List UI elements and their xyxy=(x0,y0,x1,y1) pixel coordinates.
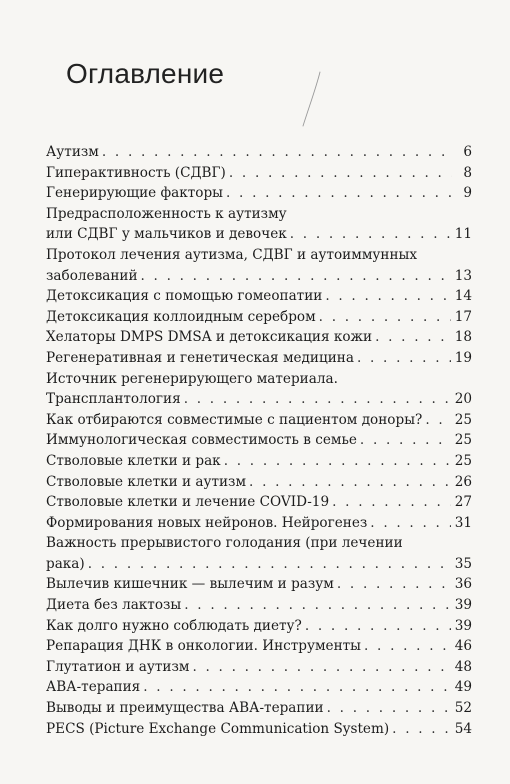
dot-leader xyxy=(184,389,451,410)
dot-leader xyxy=(184,595,450,616)
toc-entry-line xyxy=(46,307,472,328)
toc-entry xyxy=(46,595,472,616)
toc-entry-line xyxy=(46,286,472,307)
toc-entry-page-number: 11 xyxy=(454,226,472,243)
dot-leader xyxy=(370,513,450,534)
toc-entry-line xyxy=(46,410,472,431)
toc-entry xyxy=(46,327,472,348)
toc-entry xyxy=(46,286,472,307)
toc-entry-line xyxy=(46,595,472,616)
toc-entry xyxy=(46,410,472,431)
toc-entry-page-number: 20 xyxy=(454,391,472,408)
toc-entry xyxy=(46,183,472,204)
dot-leader xyxy=(88,554,451,575)
toc-entry-line xyxy=(46,142,472,163)
toc-entry-page-number: 39 xyxy=(454,597,472,614)
toc-entry-line xyxy=(46,266,472,287)
toc-entry-line xyxy=(46,430,472,451)
dot-leader xyxy=(226,183,452,204)
pen-stroke-mark xyxy=(300,70,324,130)
toc-entry-title: рака) xyxy=(46,555,85,572)
toc-entry-line xyxy=(46,513,472,534)
dot-leader xyxy=(319,307,451,328)
dot-leader xyxy=(360,430,451,451)
toc-entry xyxy=(46,719,472,740)
toc-entry-page-number: 48 xyxy=(454,658,472,675)
toc-entry-title: Диета без лактозы xyxy=(46,597,182,614)
dot-leader xyxy=(375,327,451,348)
toc-entry-page-number: 25 xyxy=(454,452,472,469)
toc-entry-page-number: 6 xyxy=(463,144,472,160)
toc-entry-page-number: 8 xyxy=(463,164,472,181)
dot-leader xyxy=(249,472,451,493)
toc-entry-title: PECS (Picture Exchange Communication System) xyxy=(46,720,390,737)
toc-entry xyxy=(46,616,472,637)
toc-entry xyxy=(46,472,472,493)
toc-entry-line xyxy=(46,677,472,698)
toc-entry xyxy=(46,142,472,163)
toc-entry xyxy=(46,533,472,574)
toc-entry-page-number: 17 xyxy=(454,308,472,325)
toc-entry xyxy=(46,307,472,328)
toc-entry xyxy=(46,369,472,410)
toc-entry-line xyxy=(46,348,472,369)
toc-entry-line xyxy=(46,327,472,348)
toc-entry-page-number: 35 xyxy=(454,555,472,572)
dot-leader xyxy=(364,636,451,657)
toc-entry-page-number: 49 xyxy=(454,679,472,696)
toc-entry-page-number: 9 xyxy=(463,185,472,202)
toc-entry-title: Хелаторы DMPS DMSA и детоксикация кожи xyxy=(46,329,373,346)
toc-entry-title: Гиперактивность (СДВГ) xyxy=(46,164,226,181)
toc-entry xyxy=(46,677,472,698)
toc-entry-title: Детоксикация с помощью гомеопатии xyxy=(46,288,323,305)
toc-entry-page-number: 14 xyxy=(454,288,472,305)
toc-entry-page-number: 25 xyxy=(454,411,472,428)
toc-entry-line xyxy=(46,554,472,575)
dot-leader xyxy=(102,142,452,163)
toc-entry xyxy=(46,636,472,657)
dot-leader xyxy=(357,348,451,369)
toc-entry-title: Как отбираются совместимые с пациентом доноры? xyxy=(46,411,423,428)
toc-entry-line xyxy=(46,698,472,719)
toc-entry xyxy=(46,348,472,369)
toc-entry-line xyxy=(46,574,472,595)
toc-entry-line xyxy=(46,636,472,657)
dot-leader xyxy=(143,677,450,698)
toc-entry-title: Регенеративная и генетическая медицина xyxy=(46,349,354,366)
toc-entry-title: Глутатион и аутизм xyxy=(46,658,190,675)
toc-entry-line xyxy=(46,224,472,245)
toc-entry-title: АВА-терапия xyxy=(46,679,141,696)
toc-entry-line xyxy=(46,472,472,493)
toc-entry xyxy=(46,430,472,451)
toc-entry-title-first-line: Протокол лечения аутизма, СДВГ и аутоиммунных xyxy=(46,246,417,263)
toc-entry-page-number: 54 xyxy=(454,720,472,737)
toc-entry xyxy=(46,698,472,719)
dot-leader xyxy=(392,719,451,740)
toc-entry-line xyxy=(46,183,472,204)
toc-entry-title: Иммунологическая совместимость в семье xyxy=(46,432,357,449)
toc-entry-line xyxy=(46,616,472,637)
toc-entry-page-number: 25 xyxy=(454,432,472,449)
toc-entry-title: Аутизм xyxy=(46,144,99,160)
dot-leader xyxy=(425,410,450,431)
toc-entry-title: Генерирующие факторы xyxy=(46,185,223,202)
toc-entry-title-first-line: Важность прерывистого голодания (при лечении xyxy=(46,535,403,552)
dot-leader xyxy=(290,224,451,245)
dot-leader xyxy=(305,616,451,637)
toc-entry-title: Стволовые клетки и аутизм xyxy=(46,473,247,490)
toc-entry-title: Как долго нужно соблюдать диету? xyxy=(46,617,302,634)
toc-entry-page-number: 27 xyxy=(454,494,472,511)
toc-entry-title: или СДВГ у мальчиков и девочек xyxy=(46,226,287,243)
toc-entry xyxy=(46,204,472,245)
toc-entry-page-number: 31 xyxy=(454,514,472,531)
dot-leader xyxy=(229,163,452,184)
toc-entry-page-number: 18 xyxy=(454,329,472,346)
toc-entry-page-number: 19 xyxy=(454,349,472,366)
toc-entry-title: Стволовые клетки и рак xyxy=(46,452,221,469)
toc-entry-title: Репарация ДНК в онкологии. Инструменты xyxy=(46,638,361,655)
toc-entry-title: Детоксикация коллоидным серебром xyxy=(46,308,316,325)
toc-entry xyxy=(46,451,472,472)
toc-entry-line xyxy=(46,492,472,513)
toc-entry-page-number: 46 xyxy=(454,638,472,655)
toc-entry-page-number: 52 xyxy=(454,700,472,717)
page-title: Оглавление xyxy=(66,58,225,89)
dot-leader xyxy=(192,657,450,678)
dot-leader xyxy=(224,451,451,472)
toc-entry-title: Стволовые клетки и лечение COVID-19 xyxy=(46,494,330,511)
toc-entry xyxy=(46,657,472,678)
dot-leader xyxy=(337,574,451,595)
toc-entry-page-number: 26 xyxy=(454,473,472,490)
toc-entry-page-number: 13 xyxy=(454,267,472,284)
dot-leader xyxy=(141,266,451,287)
table-of-contents xyxy=(46,142,472,739)
toc-entry-title: Выводы и преимущества АВА-терапии xyxy=(46,700,324,717)
toc-entry-line xyxy=(46,719,472,740)
toc-entry xyxy=(46,163,472,184)
toc-entry-title: заболеваний xyxy=(46,267,138,284)
toc-entry xyxy=(46,245,472,286)
toc-entry-title-first-line: Предрасположенность к аутизму xyxy=(46,205,287,222)
toc-entry xyxy=(46,492,472,513)
dot-leader xyxy=(332,492,451,513)
toc-entry xyxy=(46,574,472,595)
toc-entry-page-number: 36 xyxy=(454,576,472,593)
dot-leader xyxy=(325,286,450,307)
toc-entry-title: Формирования новых нейронов. Нейрогенез xyxy=(46,514,368,531)
toc-entry-page-number: 39 xyxy=(454,617,472,634)
toc-entry-line xyxy=(46,163,472,184)
toc-entry-title-first-line: Источник регенерирующего материала. xyxy=(46,370,338,387)
toc-entry-title: Вылечив кишечник — вылечим и разум xyxy=(46,576,334,593)
dot-leader xyxy=(327,698,451,719)
toc-entry xyxy=(46,513,472,534)
toc-entry-line xyxy=(46,389,472,410)
toc-entry-line xyxy=(46,451,472,472)
toc-entry-title: Трансплантология xyxy=(46,391,181,408)
toc-entry-line xyxy=(46,657,472,678)
